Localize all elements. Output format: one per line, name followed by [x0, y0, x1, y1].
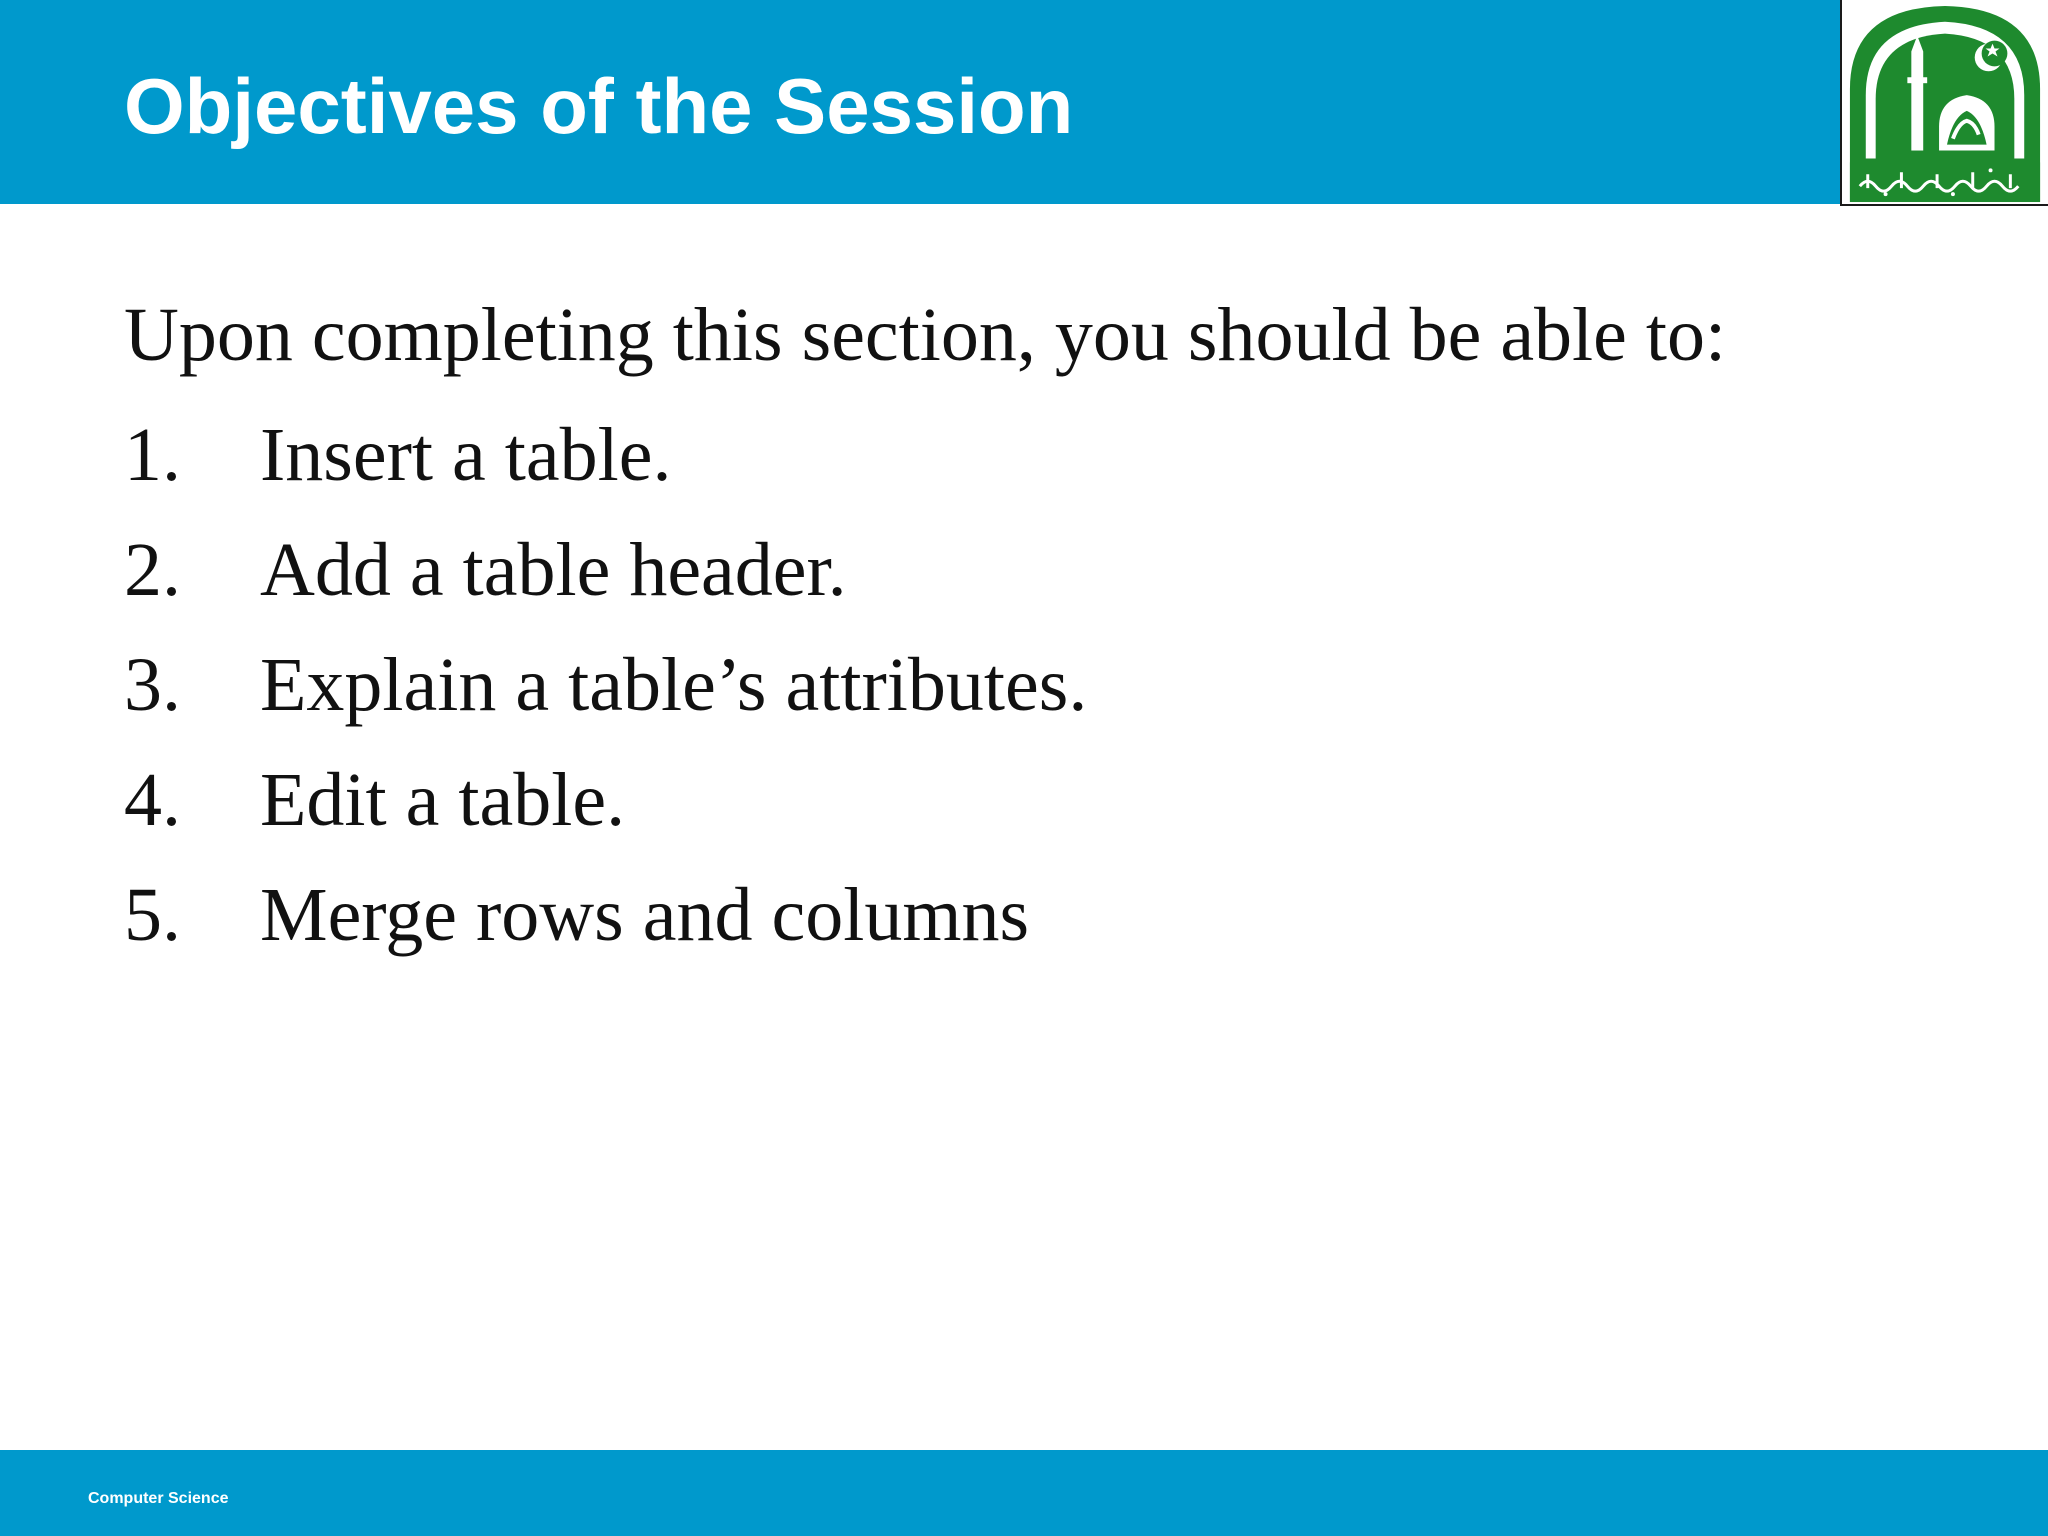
list-item	[124, 628, 1984, 743]
list-item-text: Merge rows and columns	[260, 873, 1030, 957]
list-item-number: 5.	[124, 873, 181, 957]
list-item-text: Explain a table’s attributes.	[260, 643, 1088, 727]
list-item	[124, 858, 1984, 973]
list-item	[124, 398, 1984, 513]
list-item	[124, 513, 1984, 628]
list-item-text: Insert a table.	[260, 413, 672, 497]
list-item-number: 2.	[124, 528, 181, 612]
footer-bar	[0, 1450, 2048, 1536]
university-logo	[1840, 0, 2048, 206]
list-item-number: 4.	[124, 758, 181, 842]
slide-body	[124, 282, 1984, 973]
list-item	[124, 743, 1984, 858]
objective-list	[124, 398, 1984, 973]
footer-label: Computer Science	[88, 1490, 229, 1507]
list-item-number: 1.	[124, 413, 181, 497]
university-crest-icon	[1842, 0, 2048, 204]
list-item-text: Edit a table.	[260, 758, 626, 842]
list-item-number: 3.	[124, 643, 181, 727]
intro-text: Upon completing this section, you should be able to:	[124, 293, 1727, 377]
header-bar	[0, 0, 1840, 204]
list-item-text: Add a table header.	[260, 528, 847, 612]
slide-title: Objectives of the Session	[124, 62, 1074, 150]
